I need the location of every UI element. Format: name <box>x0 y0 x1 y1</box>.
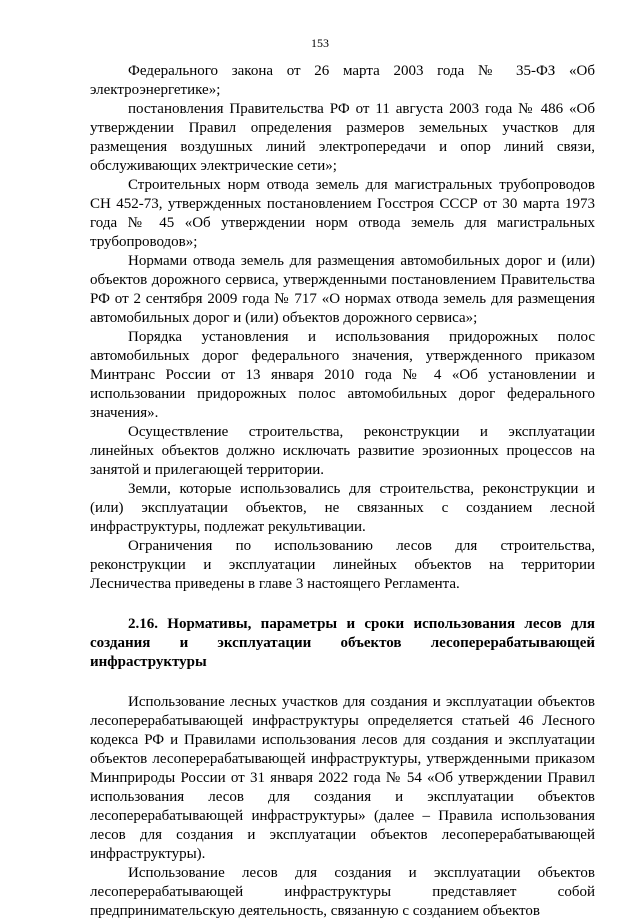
paragraph-entrepreneurial-activity: Использование лесов для создания и эксплуатации объектов лесоперерабатывающей инфраструктуры представляет собой предпринимательскую деятельность, связанную с созданием объектов <box>90 865 595 919</box>
paragraph-restrictions: Ограничения по использованию лесов для строительства, реконструкции и эксплуатации линейных объектов на территории Лесничества приведены в главе 3 настоящего Регламента. <box>90 538 595 592</box>
paragraph-road-allotment-norms: Нормами отвода земель для размещения автомобильных дорог и (или) объектов дорожного сервиса, утвержденными постановлением Правительства РФ от 2 сентября 2009 года № 717 «О нормах отвода земель для размещения автомобильных дорог и (или) объектов дорожного сервиса»; <box>90 253 595 326</box>
page-number: 153 <box>311 36 329 50</box>
paragraph-recultivation: Земли, которые использовались для строительства, реконструкции и (или) эксплуатации объектов, не связанных с созданием лесной инфраструктуры, подлежат рекультивации. <box>90 481 595 535</box>
paragraph-roadside-strips-order: Порядка установления и использования придорожных полос автомобильных дорог федерального значения, утвержденного приказом Минтранс России от 13 января 2010 года № 4 «Об установлении и использовании придорожных полос автомобильных дорог федерального значения». <box>90 329 595 421</box>
paragraph-government-decree-486: постановления Правительства РФ от 11 августа 2003 года № 486 «Об утверждении Правил определения размеров земельных участков для размещения воздушных линий электропередачи и опор линий связи, обслуживающих электрические сети»; <box>90 101 595 174</box>
page-content <box>90 62 595 921</box>
paragraph-usage-definition: Использование лесных участков для создания и эксплуатации объектов лесоперерабатывающей инфраструктуры определяется статьей 46 Лесного кодекса РФ и Правилами использования лесов для создания и эксплуатации объектов лесоперерабатывающей инфраструктуры, утвержденными приказом Минприроды России от 31 января 2022 года № 54 «Об утверждении Правил использования лесов для создания и эксплуатации объектов лесоперерабатывающей инфраструктуры» (далее – Правила использования лесов для создания и эксплуатации объектов лесоперерабатывающей инфраструктуры). <box>90 694 595 862</box>
section-heading: 2.16. Нормативы, параметры и сроки использования лесов для создания и эксплуатации объектов лесоперерабатывающей инфраструктуры <box>90 616 595 670</box>
section-spacer <box>90 672 595 693</box>
paragraph-building-norms: Строительных норм отвода земель для магистральных трубопроводов СН 452-73, утвержденных постановлением Госстроя СССР от 30 марта 1973 года № 45 «Об утверждении норм отвода земель для магистральных трубопроводов»; <box>90 177 595 250</box>
paragraph-federal-law: Федерального закона от 26 марта 2003 года № 35-ФЗ «Об электроэнергетике»; <box>90 63 595 98</box>
paragraph-erosion-requirement: Осуществление строительства, реконструкции и эксплуатации линейных объектов должно исключать развитие эрозионных процессов на занятой и прилегающей территории. <box>90 424 595 478</box>
